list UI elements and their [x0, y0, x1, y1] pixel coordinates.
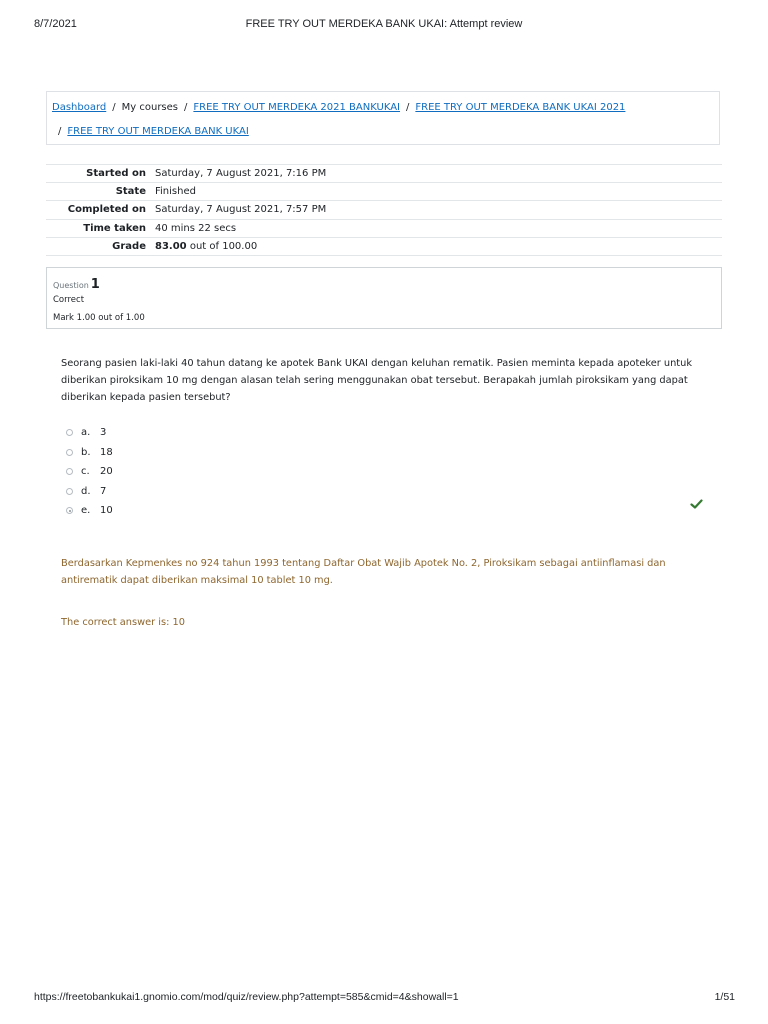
- option-text: 20: [100, 466, 113, 478]
- breadcrumb-separator: /: [406, 102, 410, 113]
- breadcrumb-line-1: [52, 96, 719, 120]
- general-feedback: Berdasarkan Kepmenkes no 924 tahun 1993 tentang Daftar Obat Wajib Apotek No. 2, Piroksikam sebagai antiinflamasi dan antirematik dapat diberikan maksimal 10 tablet 10 mg.: [61, 558, 666, 586]
- print-page-number: 1/51: [714, 991, 735, 1003]
- attempt-summary-table: [46, 164, 722, 256]
- answer-option-b[interactable]: [66, 443, 726, 463]
- radio-button[interactable]: [66, 468, 73, 475]
- summary-label: Grade: [46, 237, 155, 255]
- summary-value: Saturday, 7 August 2021, 7:57 PM: [155, 201, 722, 219]
- question-text: Seorang pasien laki-laki 40 tahun datang ke apotek Bank UKAI dengan keluhan rematik. Pasien meminta kepada apoteker untuk diberikan piroksikam 10 mg dengan alasan telah sering menggunakan obat tersebut. Berapakah jumlah piroksikam yang dapat diberikan kepada pasien tersebut?: [61, 358, 693, 403]
- question-number: [53, 273, 715, 292]
- breadcrumb-line-2: [52, 120, 719, 144]
- option-letter: b.: [81, 446, 91, 458]
- grade-suffix: out of 100.00: [189, 240, 258, 252]
- option-letter: c.: [81, 466, 90, 478]
- summary-label: Time taken: [46, 219, 155, 237]
- print-title: FREE TRY OUT MERDEKA BANK UKAI: Attempt review: [245, 18, 523, 30]
- answer-option-a[interactable]: [66, 423, 726, 443]
- radio-button-selected[interactable]: [66, 507, 73, 514]
- question-state: Correct: [53, 295, 85, 305]
- answer-option-c[interactable]: [66, 462, 726, 482]
- summary-value: Saturday, 7 August 2021, 7:16 PM: [155, 165, 722, 183]
- option-text: 7: [100, 485, 107, 497]
- summary-label: Started on: [46, 165, 155, 183]
- option-text: 3: [100, 427, 107, 439]
- breadcrumb-quiz[interactable]: FREE TRY OUT MERDEKA BANK UKAI: [67, 126, 249, 137]
- option-letter: e.: [81, 505, 91, 517]
- breadcrumb-section[interactable]: FREE TRY OUT MERDEKA BANK UKAI 2021: [415, 102, 626, 113]
- summary-value: 40 mins 22 secs: [155, 219, 722, 237]
- grade-score: 83.00: [155, 240, 187, 252]
- grade-value: [155, 237, 722, 255]
- breadcrumb-my-courses: My courses: [121, 102, 179, 113]
- question-mark: Mark 1.00 out of 1.00: [53, 313, 145, 323]
- answer-option-e[interactable]: [66, 501, 726, 521]
- summary-value: Finished: [155, 183, 722, 201]
- summary-label: State: [46, 183, 155, 201]
- check-icon: [690, 498, 703, 510]
- option-text: 10: [100, 505, 113, 517]
- summary-row-state: [46, 183, 722, 201]
- summary-row-time: [46, 219, 722, 237]
- summary-row-grade: [46, 237, 722, 255]
- right-answer: The correct answer is: 10: [61, 617, 185, 628]
- question-info-box: [46, 267, 722, 329]
- print-date: 8/7/2021: [34, 18, 77, 30]
- breadcrumb-course[interactable]: FREE TRY OUT MERDEKA 2021 BANKUKAI: [193, 102, 400, 113]
- question-label: Question: [53, 281, 89, 290]
- breadcrumb: [46, 91, 720, 145]
- summary-label: Completed on: [46, 201, 155, 219]
- radio-button[interactable]: [66, 449, 73, 456]
- breadcrumb-separator: /: [58, 126, 62, 137]
- answer-options: [66, 423, 726, 521]
- answer-option-d[interactable]: [66, 482, 726, 502]
- radio-button[interactable]: [66, 488, 73, 495]
- summary-row-completed: [46, 201, 722, 219]
- question-number-value: 1: [90, 277, 100, 292]
- breadcrumb-dashboard[interactable]: Dashboard: [52, 102, 107, 113]
- option-text: 18: [100, 446, 113, 458]
- summary-row-started: [46, 165, 722, 183]
- option-letter: a.: [81, 427, 91, 439]
- print-url: https://freetobankukai1.gnomio.com/mod/quiz/review.php?attempt=585&cmid=4&showall=1: [34, 991, 459, 1003]
- radio-button[interactable]: [66, 429, 73, 436]
- breadcrumb-separator: /: [112, 102, 116, 113]
- breadcrumb-separator: /: [184, 102, 188, 113]
- option-letter: d.: [81, 485, 91, 497]
